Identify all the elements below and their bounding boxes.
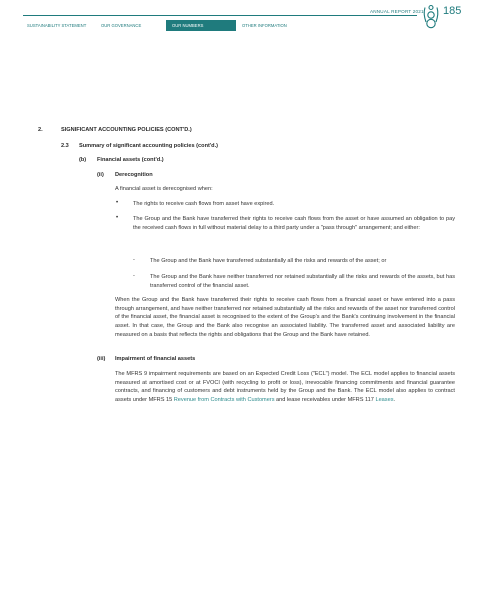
bullet-icon: • [116, 215, 119, 221]
subsection-number: 2.3 [61, 143, 69, 149]
dash-icon: - [133, 257, 135, 263]
bullet-item: The Group and the Bank have transferred their rights to receive cash flows from the asset or have assumed an obligation to pay the received cash flows in full without material delay to a third party under a "pass through" arrangement; and either: [133, 216, 455, 231]
impairment-body-text: The MFRS 9 impairment requirements are based on an Expected Credit Loss ("ECL") model. The ECL model applies to financial assets measured at amortised cost or at FVOCI (with recycling to profit or loss), irrevocable financing commitments and financial guarantee contracts, and financing of customers and debt instruments held by the Group and the Bank. The ECL model also applies to contract assets under MFRS 15 [115, 371, 455, 404]
bank-logo-icon [421, 4, 441, 34]
item-ii-number: (ii) [97, 172, 104, 178]
impairment-body-end: . [393, 397, 396, 404]
tab-other-information[interactable]: OTHER INFORMATION [242, 23, 287, 28]
page-number: 185 [443, 5, 462, 17]
impairment-body [115, 370, 455, 405]
section-title: SIGNIFICANT ACCOUNTING POLICIES (CONT'D.) [61, 127, 192, 133]
header-rule [23, 15, 417, 16]
derecognition-closing: When the Group and the Bank have transferred their rights to receive cash flows from a financial asset or have entered into a pass through arrangement, and have neither transferred nor retained substantially all the risks and rewards of the asset nor transferred control of the financial asset, the financial asset is recognised to the extent of the Group's and the Bank's continuing involvement in the financial asset. In that case, the Group and the Bank also recognise an associated liability. The transferred asset and associated liability are measured on a basis that reflects the rights and obligations that the Group and the Bank have retained. [115, 297, 455, 338]
section-number: 2. [38, 127, 43, 133]
bullet-item: The rights to receive cash flows from asset have expired. [133, 201, 275, 207]
tab-our-governance[interactable]: OUR GOVERNANCE [101, 23, 142, 28]
subsection-title: Summary of significant accounting policies (cont'd.) [79, 143, 219, 149]
report-label: ANNUAL REPORT 2021 [370, 9, 424, 14]
item-iii-number: (iii) [97, 356, 106, 362]
section-nav [23, 20, 308, 31]
derecognition-intro: A financial asset is derecognised when: [115, 186, 213, 192]
impairment-body-text-2: and lease receivables under MFRS 117 [274, 397, 376, 404]
dash-icon: - [133, 273, 135, 279]
item-b-number: (b) [79, 157, 87, 163]
tab-our-numbers[interactable]: OUR NUMBERS [166, 20, 236, 31]
item-b-title: Financial assets (cont'd.) [97, 157, 164, 163]
standard-title-revenue: Revenue from Contracts with Customers [173, 397, 275, 404]
item-iii-title: Impairment of financial assets [115, 356, 196, 362]
tab-sustainability-statement[interactable]: SUSTAINABILITY STATEMENT [27, 23, 87, 28]
dash-item: The Group and the Bank have transferred substantially all the risks and rewards of the asset; or [150, 258, 387, 264]
standard-title-leases: Leases [375, 397, 394, 404]
dash-item: The Group and the Bank have neither transferred nor retained substantially all the risks and rewards of the assets, but has transferred control of the financial asset. [150, 274, 455, 289]
bullet-icon: • [116, 200, 119, 206]
item-ii-title: Derecognition [115, 172, 153, 178]
